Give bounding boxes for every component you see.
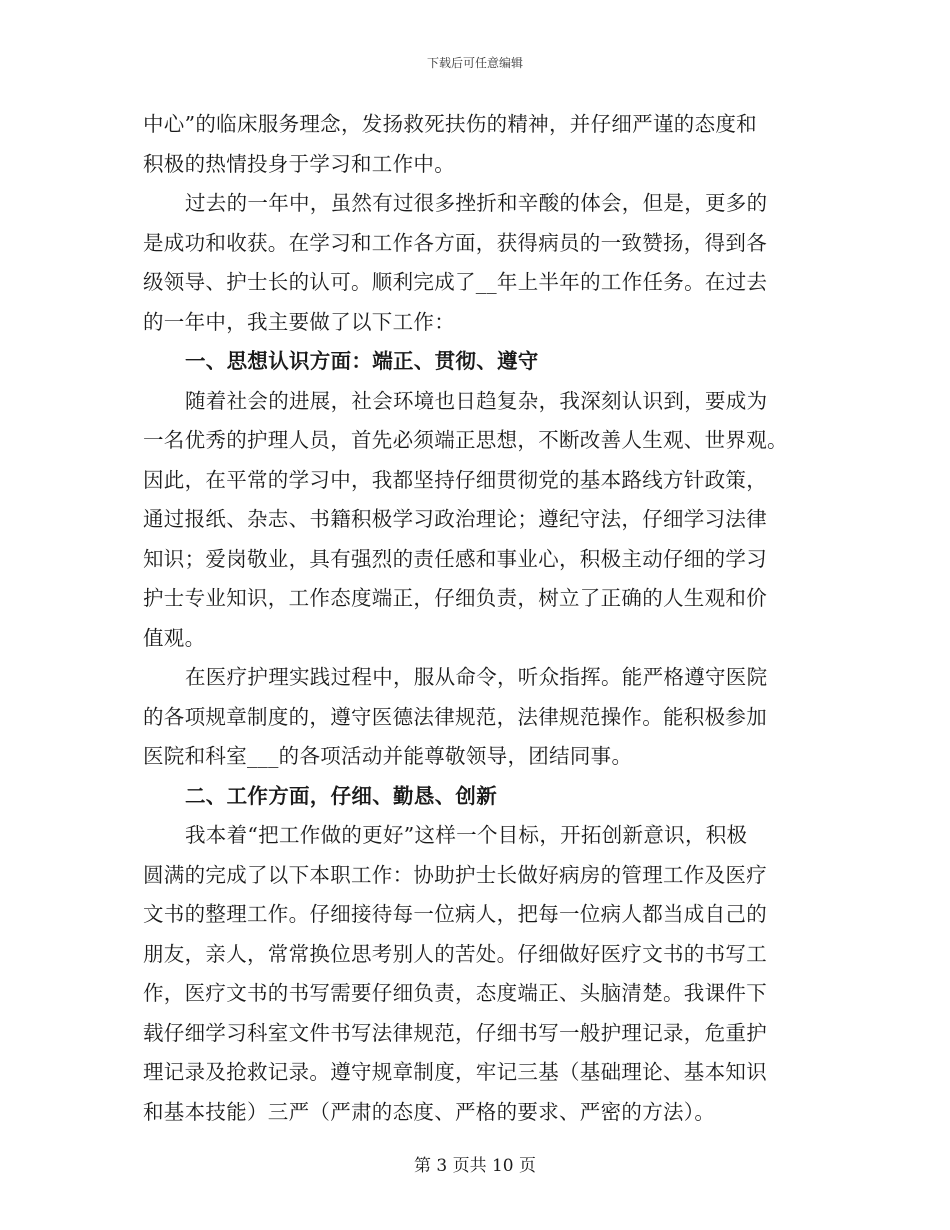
text-line: 在医疗护理实践过程中，服从命令，听众指挥。能严格遵守医院 [185,665,768,689]
header-note: 下载后可任意编辑 [426,56,523,70]
text-line: 我本着“把工作做的更好”这样一个目标，开拓创新意识，积极 [185,823,748,847]
text-line: 的一年中，我主要做了以下工作： [143,309,455,334]
text-line: 积极的热情投身于学习和工作中。 [143,151,455,176]
text-line: 和基本技能）三严（严肃的态度、严格的要求、严密的方法）。 [143,1099,716,1124]
text-line: 知识；爱岗敬业，具有强烈的责任感和事业心，积极主动仔细的学习 [143,546,767,571]
text-line: 载仔细学习科室文件书写法律规范，仔细书写一般护理记录，危重护 [143,1020,767,1045]
text-line: 过去的一年中，虽然有过很多挫折和辛酸的体会，但是，更多的 [185,191,768,215]
document-body [143,105,815,1132]
text-line: 中心”的临床服务理念，发扬救死扶伤的精神，并仔细严谨的态度和 [143,112,757,136]
text-line: 理记录及抢救记录。遵守规章制度，牢记三基（基础理论、基本知识 [143,1060,767,1084]
section-heading: 一、思想认识方面：端正、贯彻、遵守 [185,349,539,373]
text-line: 通过报纸、杂志、书籍积极学习政治理论；遵纪守法，仔细学习法律 [143,507,767,531]
page-number: 第 3 页共 10 页 [413,1156,537,1176]
text-line: 朋友，亲人，常常换位思考别人的苦处。仔细做好医疗文书的书写工 [143,941,767,966]
text-line: 随着社会的进展，社会环境也日趋复杂，我深刻认识到，要成为 [185,388,768,413]
text-line: 作，医疗文书的书写需要仔细负责，态度端正、头脑清楚。我课件下 [143,981,767,1005]
text-line: 级领导、护士长的认可。顺利完成了__年上半年的工作任务。在过去 [143,270,768,294]
text-line: 值观。 [143,625,206,650]
text-line: 的各项规章制度的，遵守医德法律规范，法律规范操作。能积极参加 [143,704,767,729]
text-line: 圆满的完成了以下本职工作：协助护士长做好病房的管理工作及医疗 [143,862,767,887]
text-line: 因此，在平常的学习中，我都坚持仔细贯彻党的基本路线方针政策， [143,467,767,492]
section-heading: 二、工作方面，仔细、勤恳、创新 [185,783,497,808]
text-line: 医院和科室___的各项活动并能尊敬领导，团结同事。 [143,744,633,768]
text-line: 是成功和收获。在学习和工作各方面，获得病员的一致赞扬，得到各 [143,230,767,255]
text-line: 文书的整理工作。仔细接待每一位病人，把每一位病人都当成自己的 [143,902,767,926]
text-line: 护士专业知识，工作态度端正，仔细负责，树立了正确的人生观和价 [143,586,767,610]
text-line: 一名优秀的护理人员，首先必须端正思想，不断改善人生观、世界观。 [143,428,788,452]
